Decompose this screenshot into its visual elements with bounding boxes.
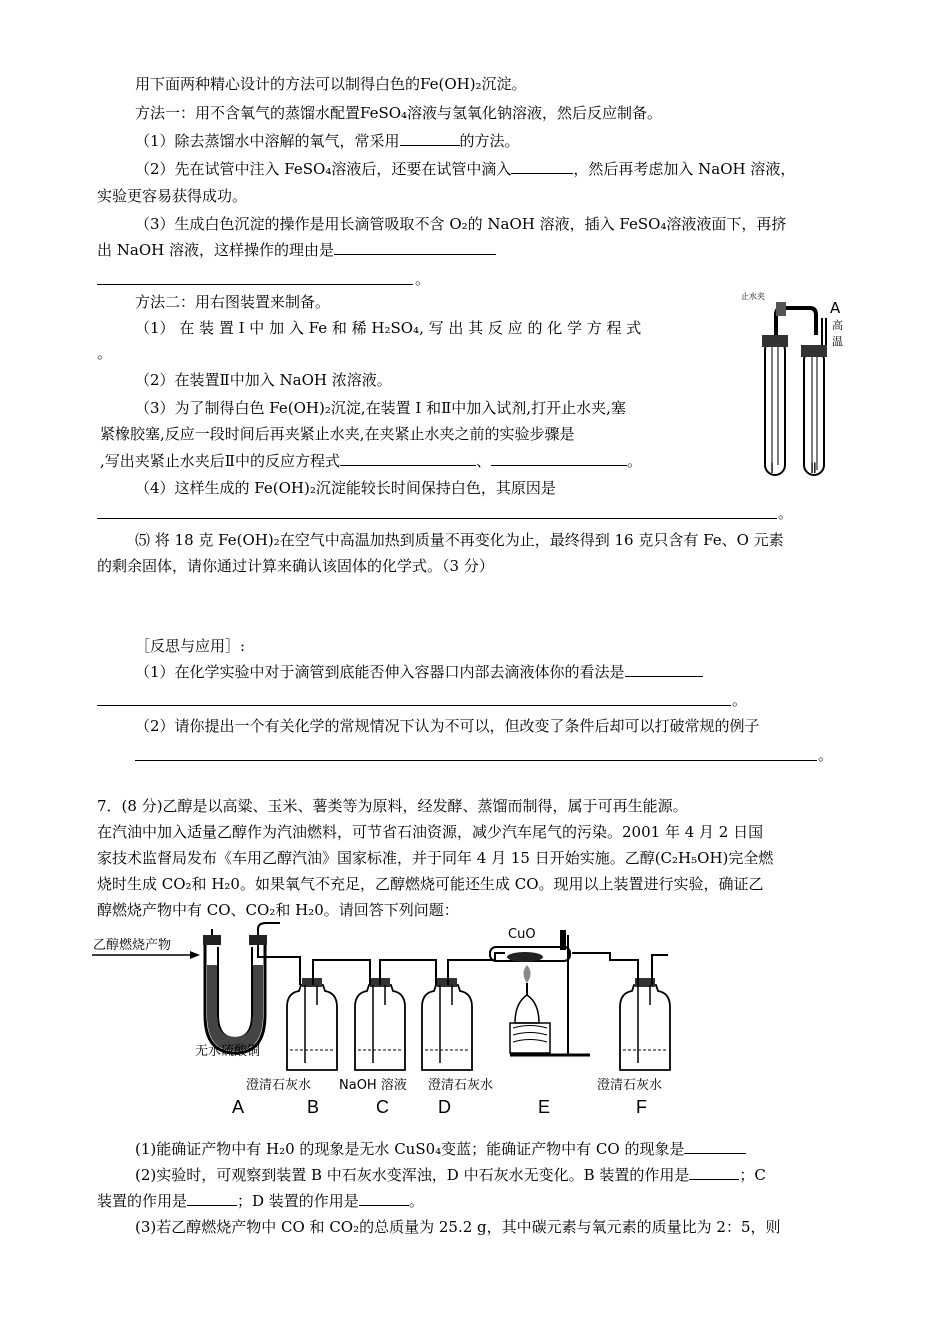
cuso4-label: 无水硫酸铜 (195, 1044, 261, 1059)
bottle-D (422, 978, 472, 1070)
method2-title: 方法二：用右图装置来制备。 (135, 293, 331, 311)
method1-q1 (135, 131, 520, 151)
label-gao: 高 (832, 319, 843, 332)
answer-blank[interactable] (400, 131, 460, 146)
period: 。 (415, 270, 431, 288)
method1-q1-tail: 的方法。 (459, 132, 520, 150)
q7-s2-text: (2)实验时，可观察到装置 B 中石灰水变浑浊，D 中石灰水无变化。B 装置的作用是 (135, 1166, 690, 1184)
q7-s2-text2: 装置的作用是 (97, 1192, 188, 1210)
answer-blank[interactable] (684, 1139, 746, 1154)
answer-blank[interactable] (689, 1165, 739, 1180)
bottle-F (620, 978, 670, 1070)
method1-q2-text: （2）先在试管中注入 FeSO₄溶液后，还要在试管中滴入 (135, 160, 512, 178)
q7-s1-text: (1)能确证产物中有 H₂0 的现象是无水 CuS0₄变蓝；能确证产物中有 CO 的现象是 (135, 1140, 685, 1158)
answer-blank[interactable] (359, 1191, 409, 1206)
answer-blank[interactable] (625, 662, 703, 677)
method1-q3-text: 出 NaOH 溶液，这样操作的理由是 (97, 241, 334, 259)
separator: 、 (475, 452, 491, 470)
label-D: D (438, 1097, 451, 1117)
method2-q3-cont: 紧橡胶塞,反应一段时间后再夹紧止水夹,在夹紧止水夹之前的实验步骤是 (100, 425, 575, 443)
q7-s2 (135, 1165, 766, 1185)
cuo-label: CuO (508, 927, 536, 942)
answer-blank[interactable] (187, 1191, 237, 1206)
bottle-C-label: NaOH 溶液 (339, 1078, 407, 1093)
q7-s2-tail: ；C (739, 1166, 766, 1184)
method2-q5-cont: 的剩余固体，请你通过计算来确认该固体的化学式。（3 分） (97, 557, 494, 575)
q7-p2: 家技术监督局发布《车用乙醇汽油》国家标准，并于同年 4 月 15 日开始实施。乙醇(C₂H₅OH)完全燃 (97, 849, 774, 867)
reflect-q1 (135, 662, 703, 682)
q7-head: 7．(8 分)乙醇是以高粱、玉米、薯类等为原料，经发酵、蒸馏而制得，属于可再生能源。 (97, 797, 688, 815)
method2-q5: ⑸ 将 18 克 Fe(OH)₂在空气中高温加热到质量不再变化为止，最终得到 16 克只含有 Fe、O 元素 (135, 531, 784, 549)
method1-q1-text: （1）除去蒸馏水中溶解的氧气，常采用 (135, 132, 400, 150)
reflect-q2: （2）请你提出一个有关化学的常规情况下认为不可以，但改变了条件后却可以打破常规的例子 (135, 717, 760, 735)
label-tube-I: Ⅰ (770, 461, 775, 477)
method1-q2 (135, 159, 795, 179)
answer-blank[interactable] (334, 240, 496, 255)
method1-q3: （3）生成白色沉淀的操作是用长滴管吸取不含 O₂的 NaOH 溶液，插入 FeSO₄溶液液面下，再挤 (135, 215, 787, 233)
q7-s2-text3: ；D 装置的作用是 (237, 1192, 359, 1210)
method2-q4: （4）这样生成的 Fe(OH)₂沉淀能较长时间保持白色，其原因是 (135, 479, 556, 497)
answer-line[interactable] (97, 705, 731, 706)
q7-p3: 烧时生成 CO₂和 H₂0。如果氧气不充足，乙醇燃烧可能还生成 CO。现用以上装置进行实验，确证乙 (97, 875, 764, 893)
period: 。 (408, 1192, 424, 1210)
period: 。 (732, 691, 748, 709)
period: 。 (778, 504, 794, 522)
label-B: B (307, 1097, 320, 1117)
method2-q2: （2）在装置Ⅱ中加入 NaOH 浓溶液。 (135, 371, 392, 389)
answer-line[interactable] (135, 760, 817, 761)
clamp-label: 止水夹 (741, 292, 765, 301)
bottle-B (287, 978, 337, 1070)
label-F: F (636, 1097, 647, 1117)
q7-s3: (3)若乙醇燃烧产物中 CO 和 CO₂的总质量为 25.2 g，其中碳元素与氧元素的质量比为 2：5，则 (135, 1218, 781, 1236)
source-label: 乙醇燃烧产物 (93, 938, 172, 953)
intro-line: 用下面两种精心设计的方法可以制得白色的Fe(OH)₂沉淀。 (135, 75, 527, 93)
q7-s2-cont (97, 1191, 424, 1211)
answer-blank[interactable] (340, 451, 476, 466)
answer-line[interactable] (97, 518, 777, 519)
label-wen: 温 (832, 335, 843, 348)
method2-q3: （3）为了制得白色 Fe(OH)₂沉淀,在装置 Ⅰ 和Ⅱ中加入试剂,打开止水夹,塞 (135, 399, 626, 417)
period: 。 (626, 452, 642, 470)
answer-blank[interactable] (491, 451, 627, 466)
bottle-D-label: 澄清石灰水 (428, 1078, 494, 1093)
method1-q2-tail: ，然后再考虑加入 NaOH 溶液， (573, 160, 796, 178)
reflect-title: ［反思与应用］: (135, 637, 246, 655)
bottle-F-label: 澄清石灰水 (597, 1078, 663, 1093)
method2-q3-text: ,写出夹紧止水夹后Ⅱ中的反应方程式 (100, 452, 340, 470)
answer-blank[interactable] (511, 159, 573, 174)
label-A: A (232, 1097, 245, 1117)
period: 。 (818, 746, 834, 764)
label-A: A (830, 299, 841, 317)
q7-p4: 醇燃烧产物中有 CO、CO₂和 H₂0。请回答下列问题： (97, 901, 459, 919)
method1-title: 方法一：用不含氧气的蒸馏水配置FeSO₄溶液与氢氧化钠溶液，然后反应制备。 (135, 104, 663, 122)
answer-line[interactable] (97, 284, 413, 285)
method2-q1: （1） 在 装 置 Ⅰ 中 加 入 Fe 和 稀 H₂SO₄, 写 出 其 反 应 的 化 学 方 程 式 (135, 319, 642, 337)
label-C: C (376, 1097, 389, 1117)
q7-p1: 在汽油中加入适量乙醇作为汽油燃料，可节省石油资源，减少汽车尾气的污染。2001 年 4 月 2 日国 (97, 823, 764, 841)
method1-q3-cont (97, 240, 496, 260)
bottle-C (355, 978, 405, 1070)
q7-s1 (135, 1139, 746, 1159)
method1-q2-cont: 实验更容易获得成功。 (97, 187, 248, 205)
label-E: E (538, 1097, 551, 1117)
label-tube-II: Ⅱ (810, 461, 817, 477)
reflect-q1-text: （1）在化学实验中对于滴管到底能否伸入容器口内部去滴液体你的看法是 (135, 663, 625, 681)
method2-q3-cont2 (100, 451, 642, 471)
method2-q1-end: 。 (97, 344, 113, 362)
bottle-B-label: 澄清石灰水 (246, 1078, 312, 1093)
